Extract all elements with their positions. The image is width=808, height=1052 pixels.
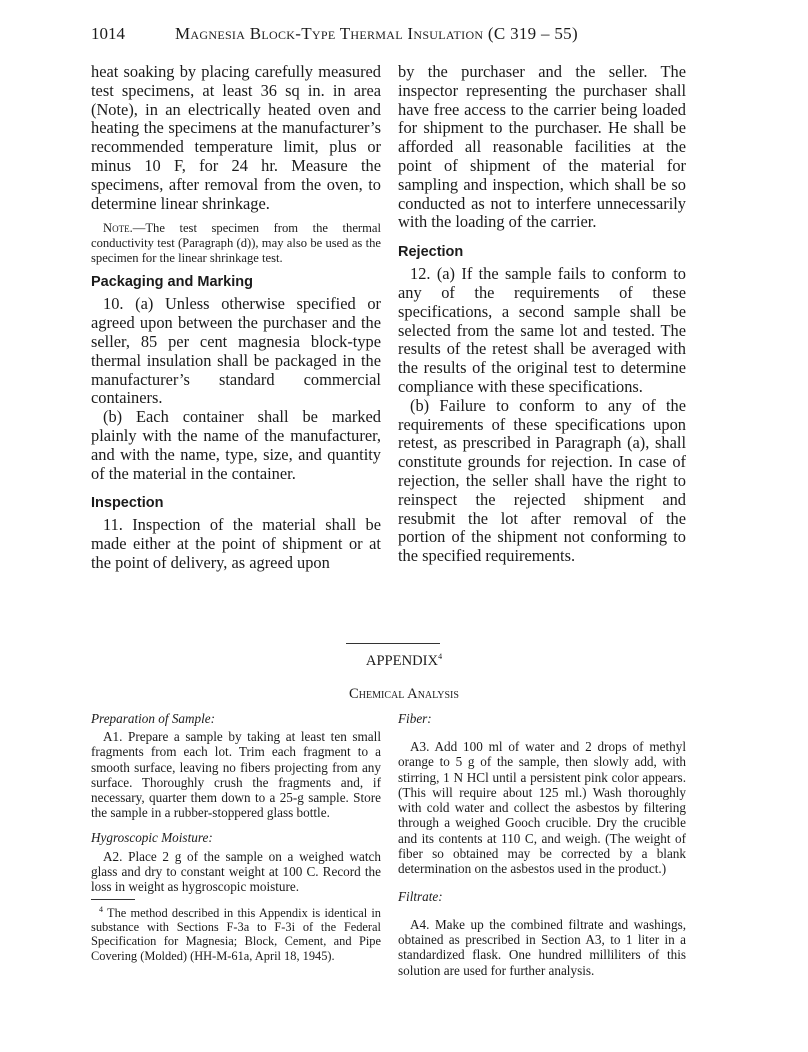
subheading-fiber: Fiber:: [398, 711, 432, 726]
right-column: [398, 63, 686, 566]
footnote-rule: [91, 899, 135, 900]
paragraph-a4: A4. Make up the combined filtrate and washings, obtained as prescribed in Section A3, to 1 liter in a standardized flask. One hundred milliliters of this solution are used for further analysis.: [398, 916, 686, 978]
appendix-right-column: [398, 711, 686, 978]
note-text: —The test specimen from the thermal conductivity test (Paragraph (d)), may also be used as the specimen for the linear shrinkage test.: [91, 221, 381, 266]
page-header: [91, 24, 691, 46]
footnote: $^4$ The method described in this Appendix is identical in substance with Sections F-3a to F-3i of the Federal Specification for Magnesia; Block, Cement, and Pipe Covering (Molded) (HH-M-61a, April 18, 1945).: [91, 904, 381, 963]
paragraph-12a: 12. (a) If the sample fails to conform to any of the requirements of these specifications, a second sample shall be selected from the same lot and tested. The results of the retest shall be averaged with the results of the original test to determine compliance with these specifications.: [398, 264, 686, 396]
left-column: [91, 63, 381, 573]
heading-packaging: Packaging and Marking: [91, 274, 253, 291]
appendix-left-column: [91, 711, 381, 963]
paragraph-10b: (b) Each container shall be marked plainly with the name of the manufacturer, and with the name, type, size, and quantity of the material in the container.: [91, 407, 381, 483]
appendix-title: APPENDIX$^4$: [365, 652, 443, 669]
subheading-moisture: Hygroscopic Moisture:: [91, 829, 213, 845]
paragraph-a2: A2. Place 2 g of the sample on a weighed watch glass and dry to constant weight at 100 C. Record the loss in weight as hygroscopic moisture.: [91, 848, 381, 895]
heading-rejection: Rejection: [398, 244, 464, 261]
paragraph-a1: A1. Prepare a sample by taking at least ten small fragments from each lot. Trim each fragment to a smooth surface, leaving no fibers projecting from any surface. Thoroughly crush the fragments and, if necessary, quarter them down to a 25-g sample. Store the sample in a rubber-stoppered glass bottle.: [91, 729, 381, 821]
note-label: Note.: [103, 221, 133, 236]
note: [91, 221, 381, 266]
paragraph-12b: (b) Failure to conform to any of the requirements of these specifications upon retest, as prescribed in Paragraph (a), shall constitute grounds for rejection. In case of rejection, the seller shall have the right to reinspect the rejected shipment and resubmit the lot after removal of the portion of the shipment not conforming to the specified requirements.: [398, 395, 686, 566]
subheading-preparation: Preparation of Sample:: [91, 711, 216, 726]
appendix-subtitle: Chemical Analysis: [349, 686, 459, 702]
paragraph-11-continued: by the purchaser and the seller. The inspector representing the purchaser shall have free access to the carrier being loaded for shipment to the purchaser. He shall be afforded all reasonable facilities at the point of shipment of the material for sampling and inspection, which shall be so conducted as not to interfere unnecessarily with the loading of the carrier.: [398, 62, 686, 232]
paragraph-11: 11. Inspection of the material shall be made either at the point of shipment or at the point of delivery, as agreed upon: [91, 515, 381, 572]
section-divider: [346, 643, 440, 644]
footnote-mark: 4: [438, 652, 443, 661]
heading-inspection: Inspection: [91, 495, 164, 512]
paragraph-heat-soaking: heat soaking by placing carefully measured test specimens, at least 36 sq in. in area (Note), in an electrically heated oven and heating the specimens at the manufacturer’s recommended temperature limit, plus or minus 10 F, for 24 hr. Measure the specimens, after removal from the oven, to determine linear shrinkage.: [91, 62, 381, 213]
page-number: 1014: [91, 24, 125, 43]
paragraph-10a: 10. (a) Unless otherwise specified or agreed upon between the purchaser and the seller, 85 per cent magnesia block-type thermal insulation shall be packaged in the manufacturer’s standard commercial containers.: [91, 294, 381, 408]
subheading-filtrate: Filtrate:: [398, 888, 443, 904]
paragraph-a3: A3. Add 100 ml of water and 2 drops of methyl orange to 5 g of the sample, then slowly add, with stirring, 1 N HCl until a persistent pink color appears. (This will require about 125 ml.) Wash thoroughly with cold water and collect the asbestos by filtering through a weighed Gooch crucible. Dry the crucible and its contents at 110 C, and weigh. (The weight of fiber so obtained may be corrected by a blank determination on the asbestos used in the product.): [398, 739, 686, 877]
running-title: Magnesia Block-Type Thermal Insulation (C 319 – 55): [175, 24, 578, 43]
